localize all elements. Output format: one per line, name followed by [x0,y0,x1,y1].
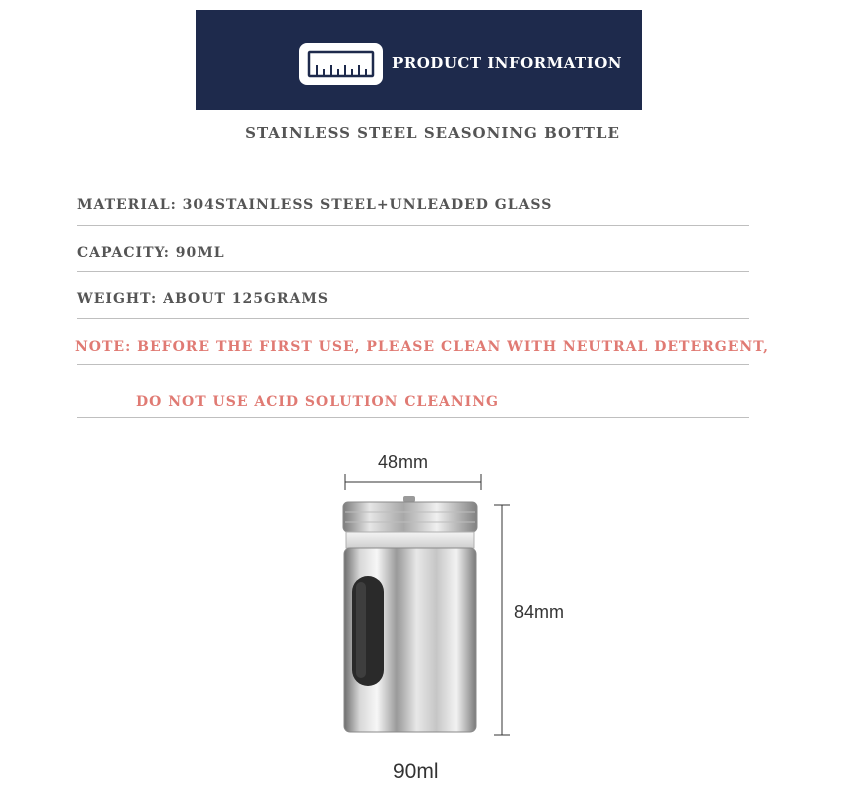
product-subtitle: STAINLESS STEEL SEASONING BOTTLE [245,124,620,142]
volume-label: 90ml [393,760,439,783]
note-line-1: NOTE: BEFORE THE FIRST USE, PLEASE CLEAN WITH NEUTRAL DETERGENT, [75,339,769,355]
divider [77,364,749,365]
banner-title: PRODUCT INFORMATION [392,54,623,72]
divider [77,271,749,272]
width-dimension-line [343,472,483,492]
seasoning-bottle-image [330,490,490,740]
height-dimension-label: 84mm [514,602,565,622]
divider [77,417,749,418]
width-dimension-label: 48mm [378,452,429,472]
product-info-banner [196,10,642,110]
ruler-icon [299,43,383,85]
height-dimension-line [492,503,512,737]
divider [77,225,749,226]
divider [77,318,749,319]
spec-material: MATERIAL: 304STAINLESS STEEL+UNLEADED GLASS [77,197,553,213]
spec-weight: WEIGHT: ABOUT 125GRAMS [77,291,330,307]
spec-capacity: CAPACITY: 90ML [77,245,225,261]
note-line-2: DO NOT USE ACID SOLUTION CLEANING [136,394,499,410]
